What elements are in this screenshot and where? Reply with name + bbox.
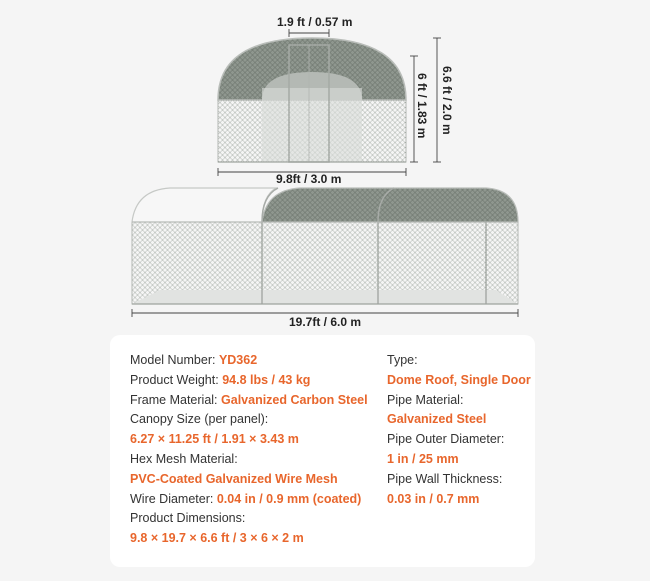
spec-value: PVC-Coated Galvanized Wire Mesh [130, 471, 338, 486]
spec-label: Type: [387, 353, 418, 367]
length-label: 19.7ft / 6.0 m [289, 315, 362, 329]
spec-value: 0.03 in / 0.7 mm [387, 491, 480, 506]
spec-value: 1 in / 25 mm [387, 451, 459, 466]
spec-pipe-material-label [387, 391, 537, 411]
spec-value: 6.27 × 11.25 ft / 1.91 × 3.43 m [130, 432, 299, 447]
spec-hex-mesh-value [130, 470, 380, 490]
spec-label: Wire Diameter: [130, 491, 214, 506]
spec-label: Product Dimensions: [130, 511, 246, 526]
spec-label: Hex Mesh Material: [130, 451, 238, 466]
spec-frame-material [130, 391, 380, 411]
spec-type-value [387, 371, 537, 391]
spec-wire-diameter [130, 490, 380, 510]
spec-hex-mesh-label [130, 450, 380, 470]
spec-label: Product Weight: [130, 372, 219, 387]
spec-value: YD362 [218, 353, 258, 367]
spec-type-label [387, 351, 537, 371]
spec-label: Model Number: [130, 353, 216, 367]
specifications-card [110, 335, 535, 567]
spec-product-dimensions-label [130, 509, 380, 529]
total-height-label: 6.6 ft / 2.0 m [440, 66, 454, 135]
spec-canopy-size-value [130, 430, 380, 450]
spec-product-dimensions-value [130, 529, 380, 549]
spec-pipe-outer-diameter-value [387, 450, 537, 470]
spec-model-number [130, 351, 380, 371]
spec-value: Dome Roof, Single Door [387, 372, 531, 387]
spec-label: Canopy Size (per panel): [130, 412, 269, 427]
door-width-label: 1.9 ft / 0.57 m [277, 15, 353, 29]
spec-label: Frame Material: [130, 392, 218, 407]
spec-canopy-size-label [130, 410, 380, 430]
spec-value: Galvanized Carbon Steel [221, 392, 368, 407]
side-view [132, 188, 518, 304]
width-label: 9.8ft / 3.0 m [276, 172, 342, 186]
spec-pipe-wall-thickness-value [387, 490, 537, 510]
spec-label: Pipe Wall Thickness: [387, 471, 503, 486]
spec-pipe-outer-diameter-label [387, 430, 537, 450]
front-view [218, 38, 406, 162]
specs-right-column [387, 351, 537, 509]
spec-product-weight [130, 371, 380, 391]
spec-label: Pipe Material: [387, 392, 464, 407]
spec-value: 9.8 × 19.7 × 6.6 ft / 3 × 6 × 2 m [130, 531, 304, 546]
spec-pipe-wall-thickness-label [387, 470, 537, 490]
spec-label: Pipe Outer Diameter: [387, 432, 505, 447]
spec-pipe-material-value [387, 410, 537, 430]
spec-value: 0.04 in / 0.9 mm (coated) [216, 491, 362, 506]
spec-value: Galvanized Steel [387, 412, 487, 427]
specs-left-column [130, 351, 380, 549]
spec-value: 94.8 lbs / 43 kg [222, 372, 311, 387]
side-height-label: 6 ft / 1.83 m [415, 73, 429, 139]
